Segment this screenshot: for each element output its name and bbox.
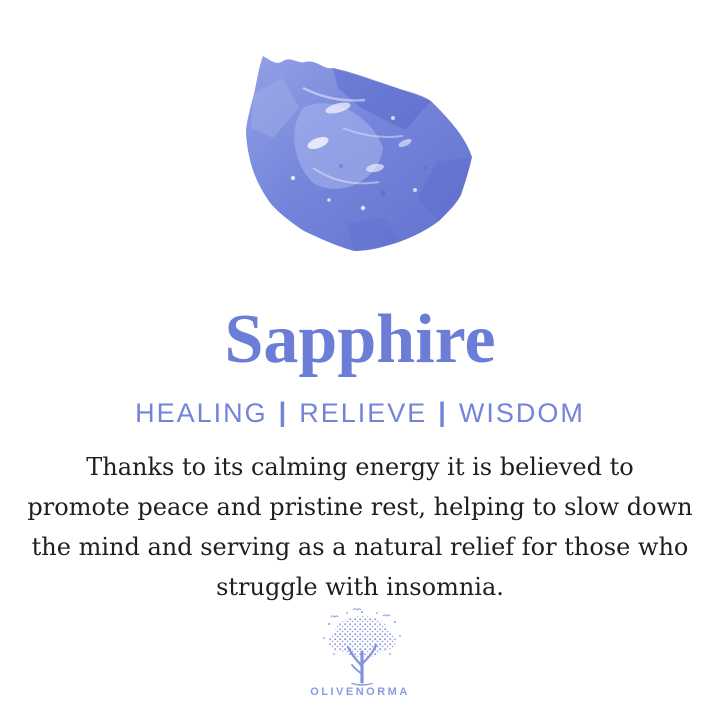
benefits-tagline xyxy=(0,396,720,430)
page-title: Sapphire xyxy=(224,301,496,378)
description-line: struggle with insomnia. xyxy=(216,573,504,601)
bird-icon xyxy=(353,609,361,610)
description-line: Thanks to its calming energy it is believed to xyxy=(86,453,634,481)
tagline-word-wisdom: WISDOM xyxy=(458,398,585,428)
tagline-word-relieve: RELIEVE xyxy=(299,398,428,428)
description-line: the mind and serving as a natural relief for those who xyxy=(31,533,689,561)
brand-logo xyxy=(319,608,405,686)
sapphire-crystal-icon xyxy=(243,48,475,256)
tagline-separator: | xyxy=(438,397,448,427)
bird-icon xyxy=(383,615,390,616)
tagline-word-healing: HEALING xyxy=(135,398,268,428)
description-text xyxy=(0,447,720,607)
brand-name: OLIVENORMA xyxy=(310,686,410,698)
olive-tree-icon xyxy=(319,608,405,686)
tagline-separator: | xyxy=(278,397,289,427)
bird-icon xyxy=(331,616,338,617)
sapphire-crystal-image xyxy=(243,48,475,256)
description-line: promote peace and pristine rest, helping to slow down xyxy=(27,493,693,521)
